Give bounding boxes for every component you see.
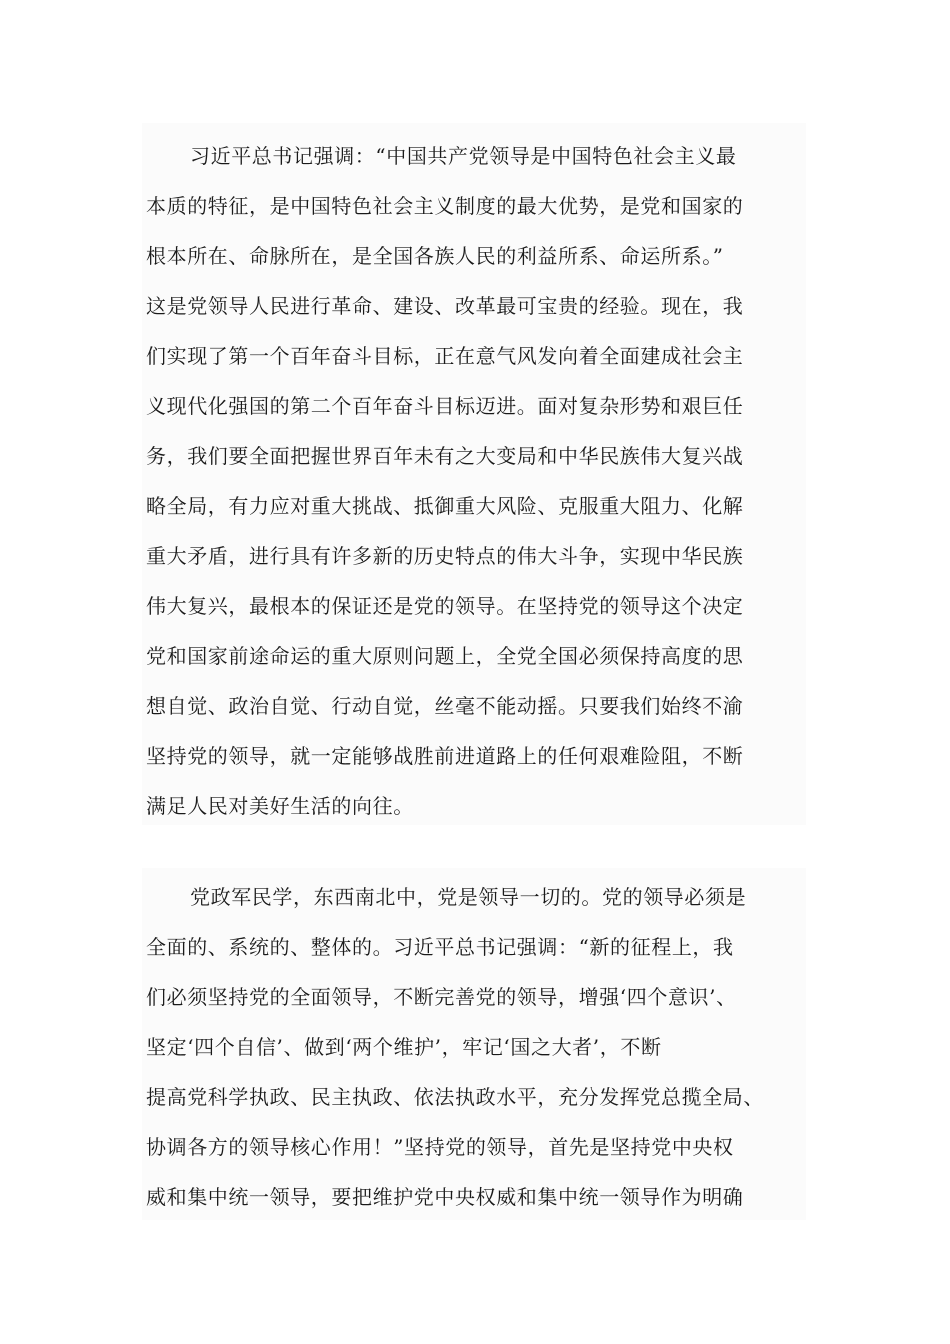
text-line: 威和集中统一领导，要把维护党中央权威和集中统一领导作为明确 bbox=[146, 1185, 744, 1209]
text-line: 想自觉、政治自觉、行动自觉，丝毫不能动摇。只要我们始终不渝 bbox=[146, 694, 744, 718]
text-line: 务，我们要全面把握世界百年未有之大变局和中华民族伟大复兴战 bbox=[146, 444, 744, 468]
text-line: 协调各方的领导核心作用！”坚持党的领导，首先是坚持党中央权 bbox=[146, 1135, 734, 1159]
text-line: 这是党领导人民进行革命、建设、改革最可宝贵的经验。现在，我 bbox=[146, 294, 744, 318]
text-line: 坚持党的领导，就一定能够战胜前进道路上的任何艰难险阻，不断 bbox=[146, 744, 744, 768]
text-line: 习近平总书记强调：“中国共产党领导是中国特色社会主义最 bbox=[190, 144, 737, 168]
paragraph-2 bbox=[142, 868, 806, 1220]
text-line: 党政军民学，东西南北中，党是领导一切的。党的领导必须是 bbox=[190, 885, 747, 909]
text-line: 重大矛盾，进行具有许多新的历史特点的伟大斗争，实现中华民族 bbox=[146, 544, 744, 568]
text-line: 党和国家前途命运的重大原则问题上，全党全国必须保持高度的思 bbox=[146, 644, 744, 668]
text-line: 义现代化强国的第二个百年奋斗目标迈进。面对复杂形势和艰巨任 bbox=[146, 394, 744, 418]
text-line: 们实现了第一个百年奋斗目标，正在意气风发向着全面建成社会主 bbox=[146, 344, 744, 368]
text-line: 伟大复兴，最根本的保证还是党的领导。在坚持党的领导这个决定 bbox=[146, 594, 744, 618]
text-line: 全面的、系统的、整体的。习近平总书记强调：“新的征程上，我 bbox=[146, 935, 734, 959]
text-line: 满足人民对美好生活的向往。 bbox=[146, 794, 414, 818]
text-line: 们必须坚持党的全面领导，不断完善党的领导，增强‘四个意识’、 bbox=[146, 985, 737, 1009]
text-line: 坚定‘四个自信’、做到‘两个维护’，牢记‘国之大者’，不断 bbox=[146, 1035, 662, 1059]
text-line: 提高党科学执政、民主执政、依法执政水平，充分发挥党总揽全局、 bbox=[146, 1085, 764, 1109]
text-line: 略全局，有力应对重大挑战、抵御重大风险、克服重大阻力、化解 bbox=[146, 494, 744, 518]
text-line: 根本所在、命脉所在，是全国各族人民的利益所系、命运所系。” bbox=[146, 244, 724, 268]
paragraph-1 bbox=[142, 123, 806, 825]
text-line: 本质的特征，是中国特色社会主义制度的最大优势，是党和国家的 bbox=[146, 194, 744, 218]
